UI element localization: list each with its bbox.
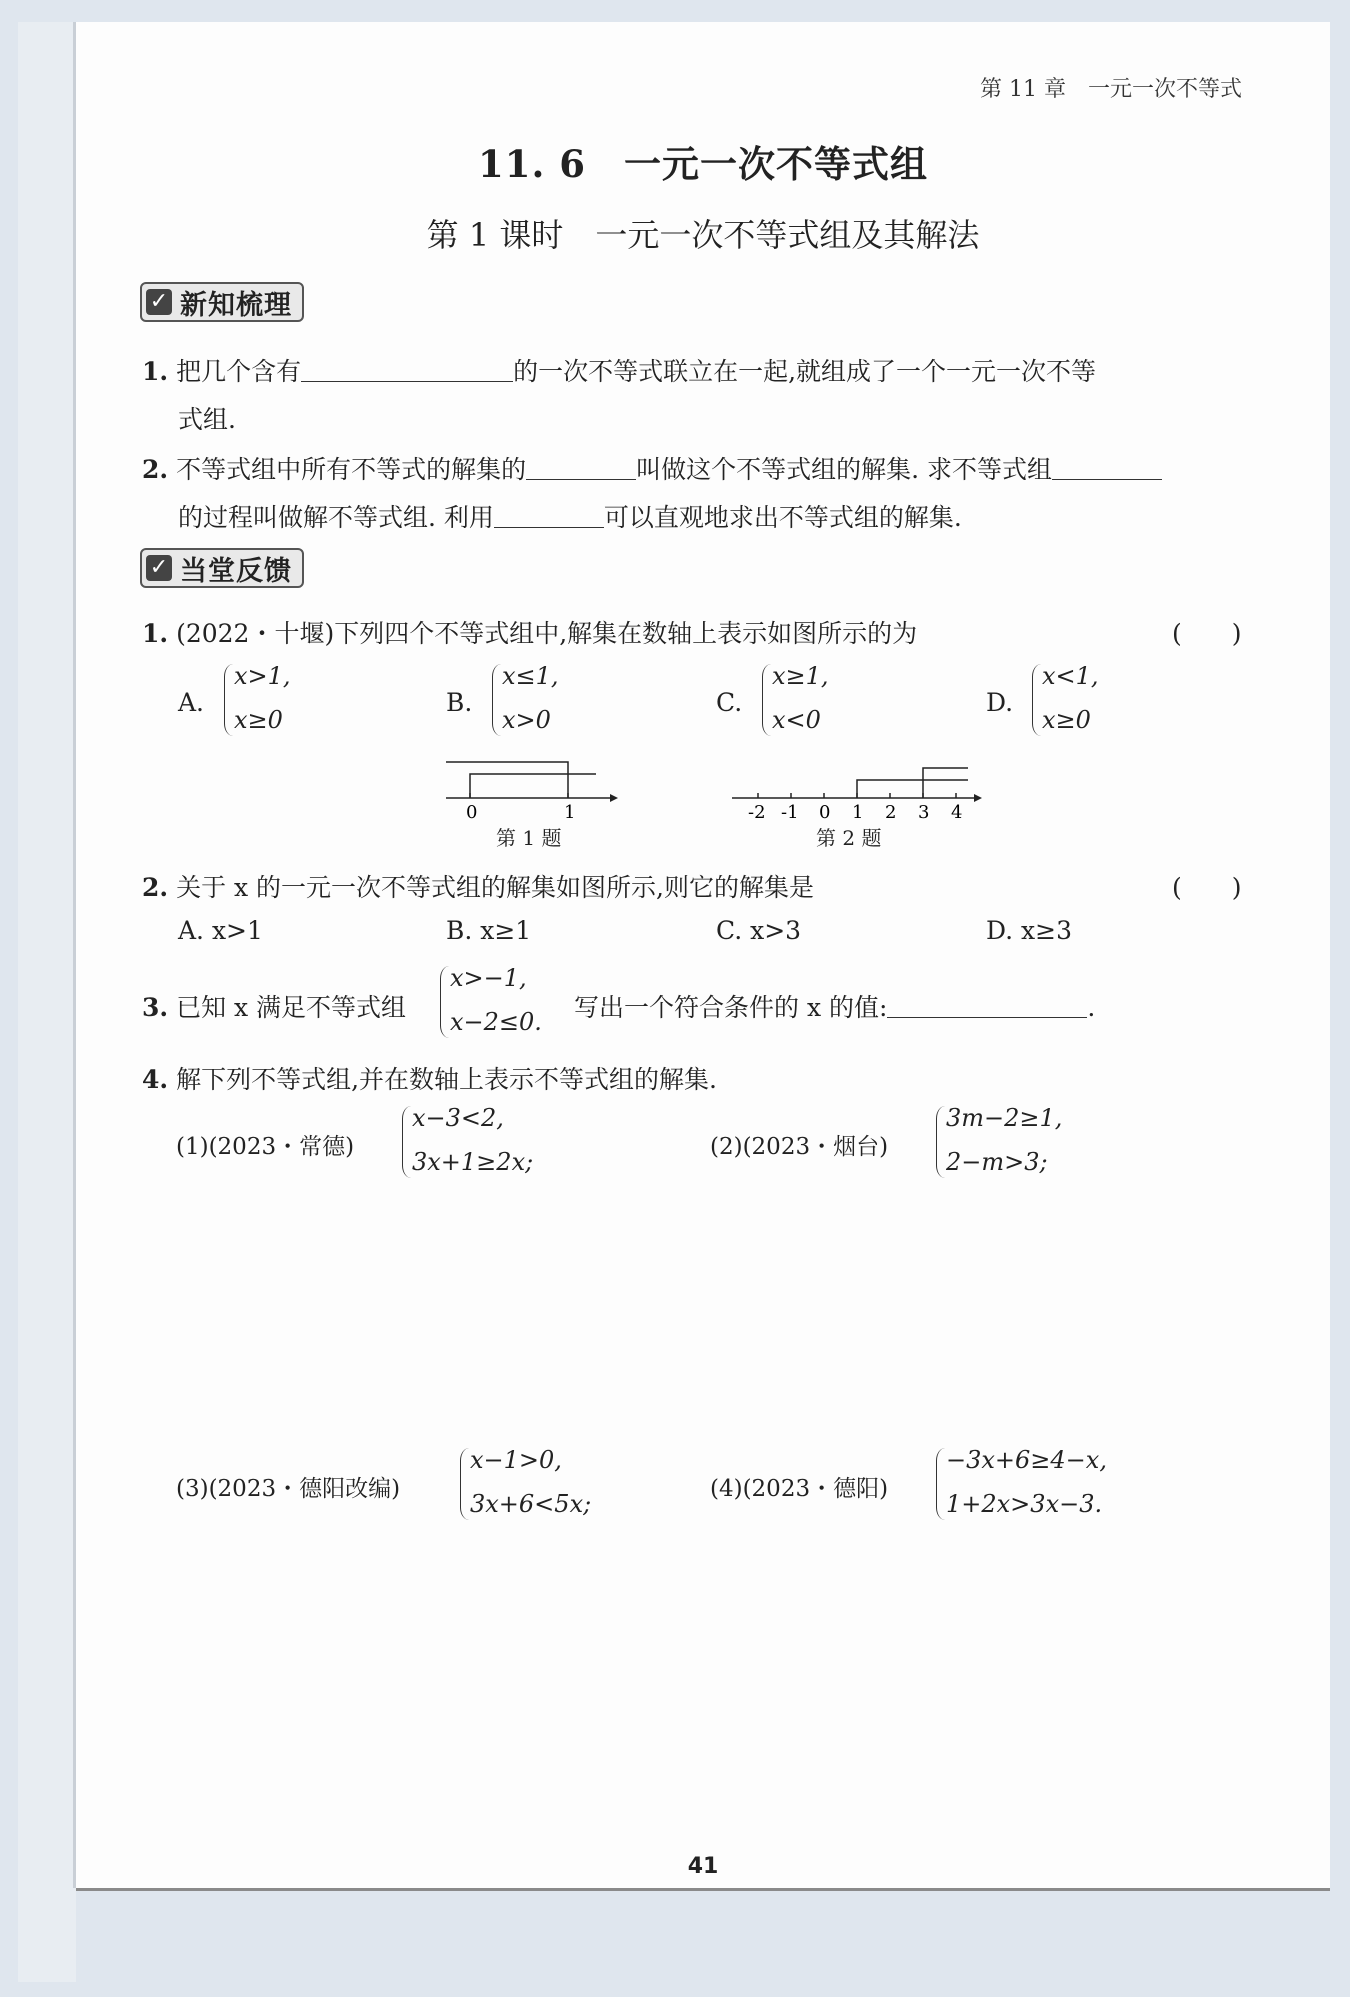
xinzhi-q2-line2: 的过程叫做解不等式组. 利用 可以直观地求出不等式组的解集. <box>178 503 962 532</box>
q4-part4-system: −3x+6≥4−x, 1+2x>3x−3. <box>936 1446 1146 1526</box>
fankui-q4-stem: 4. 解下列不等式组,并在数轴上表示不等式组的解集. <box>142 1065 717 1094</box>
section-label: 当堂反馈 <box>180 555 292 587</box>
worksheet-page <box>76 22 1330 1888</box>
fankui-q3-stem: 3. 已知 x 满足不等式组 <box>142 993 407 1022</box>
q3-system: x>−1, x−2≤0. <box>440 964 570 1044</box>
range-x-le-1 <box>446 762 568 798</box>
q1-option-c-label: C. <box>716 688 743 717</box>
q4-part3-label: (3)(2023・德阳改编) <box>176 1476 401 1502</box>
page-title: 11. 6 一元一次不等式组 <box>478 142 928 186</box>
number-line-figure-2 <box>728 760 988 822</box>
q4-part1-system: x−3<2, 3x+1≥2x; <box>402 1104 572 1184</box>
q2-option-c[interactable]: C. x>3 <box>716 916 802 945</box>
answer-blank[interactable] <box>887 993 1087 1018</box>
figure-2-caption: 第 2 题 <box>816 826 882 850</box>
range-x-ge-3 <box>923 768 968 798</box>
check-icon: ✓ <box>146 289 172 315</box>
check-icon: ✓ <box>146 555 172 581</box>
fankui-q3-ask: 写出一个符合条件的 x 的值: . <box>574 993 1096 1022</box>
tick-label: -2 <box>748 802 766 822</box>
q2-option-a[interactable]: A. x>1 <box>178 916 263 945</box>
tick-label: 2 <box>885 802 897 822</box>
q4-part3-system: x−1>0, 3x+6<5x; <box>460 1446 630 1526</box>
q1-option-d-label: D. <box>986 688 1014 717</box>
answer-blank[interactable] <box>526 455 636 480</box>
tick-label: 0 <box>466 802 478 822</box>
q1-option-b-label: B. <box>446 688 473 717</box>
arrow-icon <box>974 794 982 802</box>
fankui-q2-stem: 2. 关于 x 的一元一次不等式组的解集如图所示,则它的解集是 <box>142 873 815 902</box>
range-x-ge-0 <box>470 774 596 798</box>
answer-parentheses[interactable]: ( ) <box>1172 619 1242 648</box>
answer-blank[interactable] <box>494 503 604 528</box>
section-label: 新知梳理 <box>180 289 292 321</box>
figure-1-caption: 第 1 题 <box>496 826 562 850</box>
number-line-figure-1 <box>440 760 620 822</box>
tick-label: 1 <box>564 802 576 822</box>
fankui-q1-stem: 1. (2022・十堰)下列四个不等式组中,解集在数轴上表示如图所示的为 <box>142 619 918 648</box>
page-edge <box>18 22 76 1982</box>
section-fankui <box>140 548 304 588</box>
q2-option-b[interactable]: B. x≥1 <box>446 916 532 945</box>
q4-part4-label: (4)(2023・德阳) <box>710 1476 889 1502</box>
range-x-ge-1 <box>857 780 968 798</box>
q4-part1-label: (1)(2023・常德) <box>176 1134 355 1160</box>
q4-part2-system: 3m−2≥1, 2−m>3; <box>936 1104 1106 1184</box>
q1-option-b-system[interactable]: x≤1, x>0 <box>492 662 612 742</box>
tick-label: 4 <box>951 802 963 822</box>
q4-part2-label: (2)(2023・烟台) <box>710 1134 889 1160</box>
xinzhi-q2-line1: 2. 不等式组中所有不等式的解集的 叫做这个不等式组的解集. 求不等式组 <box>142 450 1162 486</box>
chapter-header: 第 11 章 一元一次不等式 <box>980 77 1242 102</box>
q1-option-d-system[interactable]: x<1, x≥0 <box>1032 662 1152 742</box>
q1-option-a-system[interactable]: x>1, x≥0 <box>224 662 344 742</box>
tick-label: 1 <box>852 802 864 822</box>
xinzhi-q1-line1: 1. 把几个含有 的一次不等式联立在一起,就组成了一个一元一次不等 <box>142 357 1097 386</box>
xinzhi-q1-line2: 式组. <box>178 405 236 434</box>
tick-label: 3 <box>918 802 930 822</box>
answer-blank[interactable] <box>301 357 513 382</box>
section-xinzhi <box>140 282 304 322</box>
answer-parentheses[interactable]: ( ) <box>1172 873 1242 902</box>
q1-option-c-system[interactable]: x≥1, x<0 <box>762 662 882 742</box>
lesson-subtitle: 第 1 课时 一元一次不等式组及其解法 <box>426 216 980 254</box>
page-number: 41 <box>687 1854 719 1879</box>
arrow-icon <box>610 794 618 802</box>
q2-option-d[interactable]: D. x≥3 <box>986 916 1072 945</box>
tick-label: 0 <box>819 802 831 822</box>
tick-label: -1 <box>781 802 799 822</box>
q1-option-a-label: A. <box>178 688 205 717</box>
answer-blank[interactable] <box>1052 455 1162 480</box>
